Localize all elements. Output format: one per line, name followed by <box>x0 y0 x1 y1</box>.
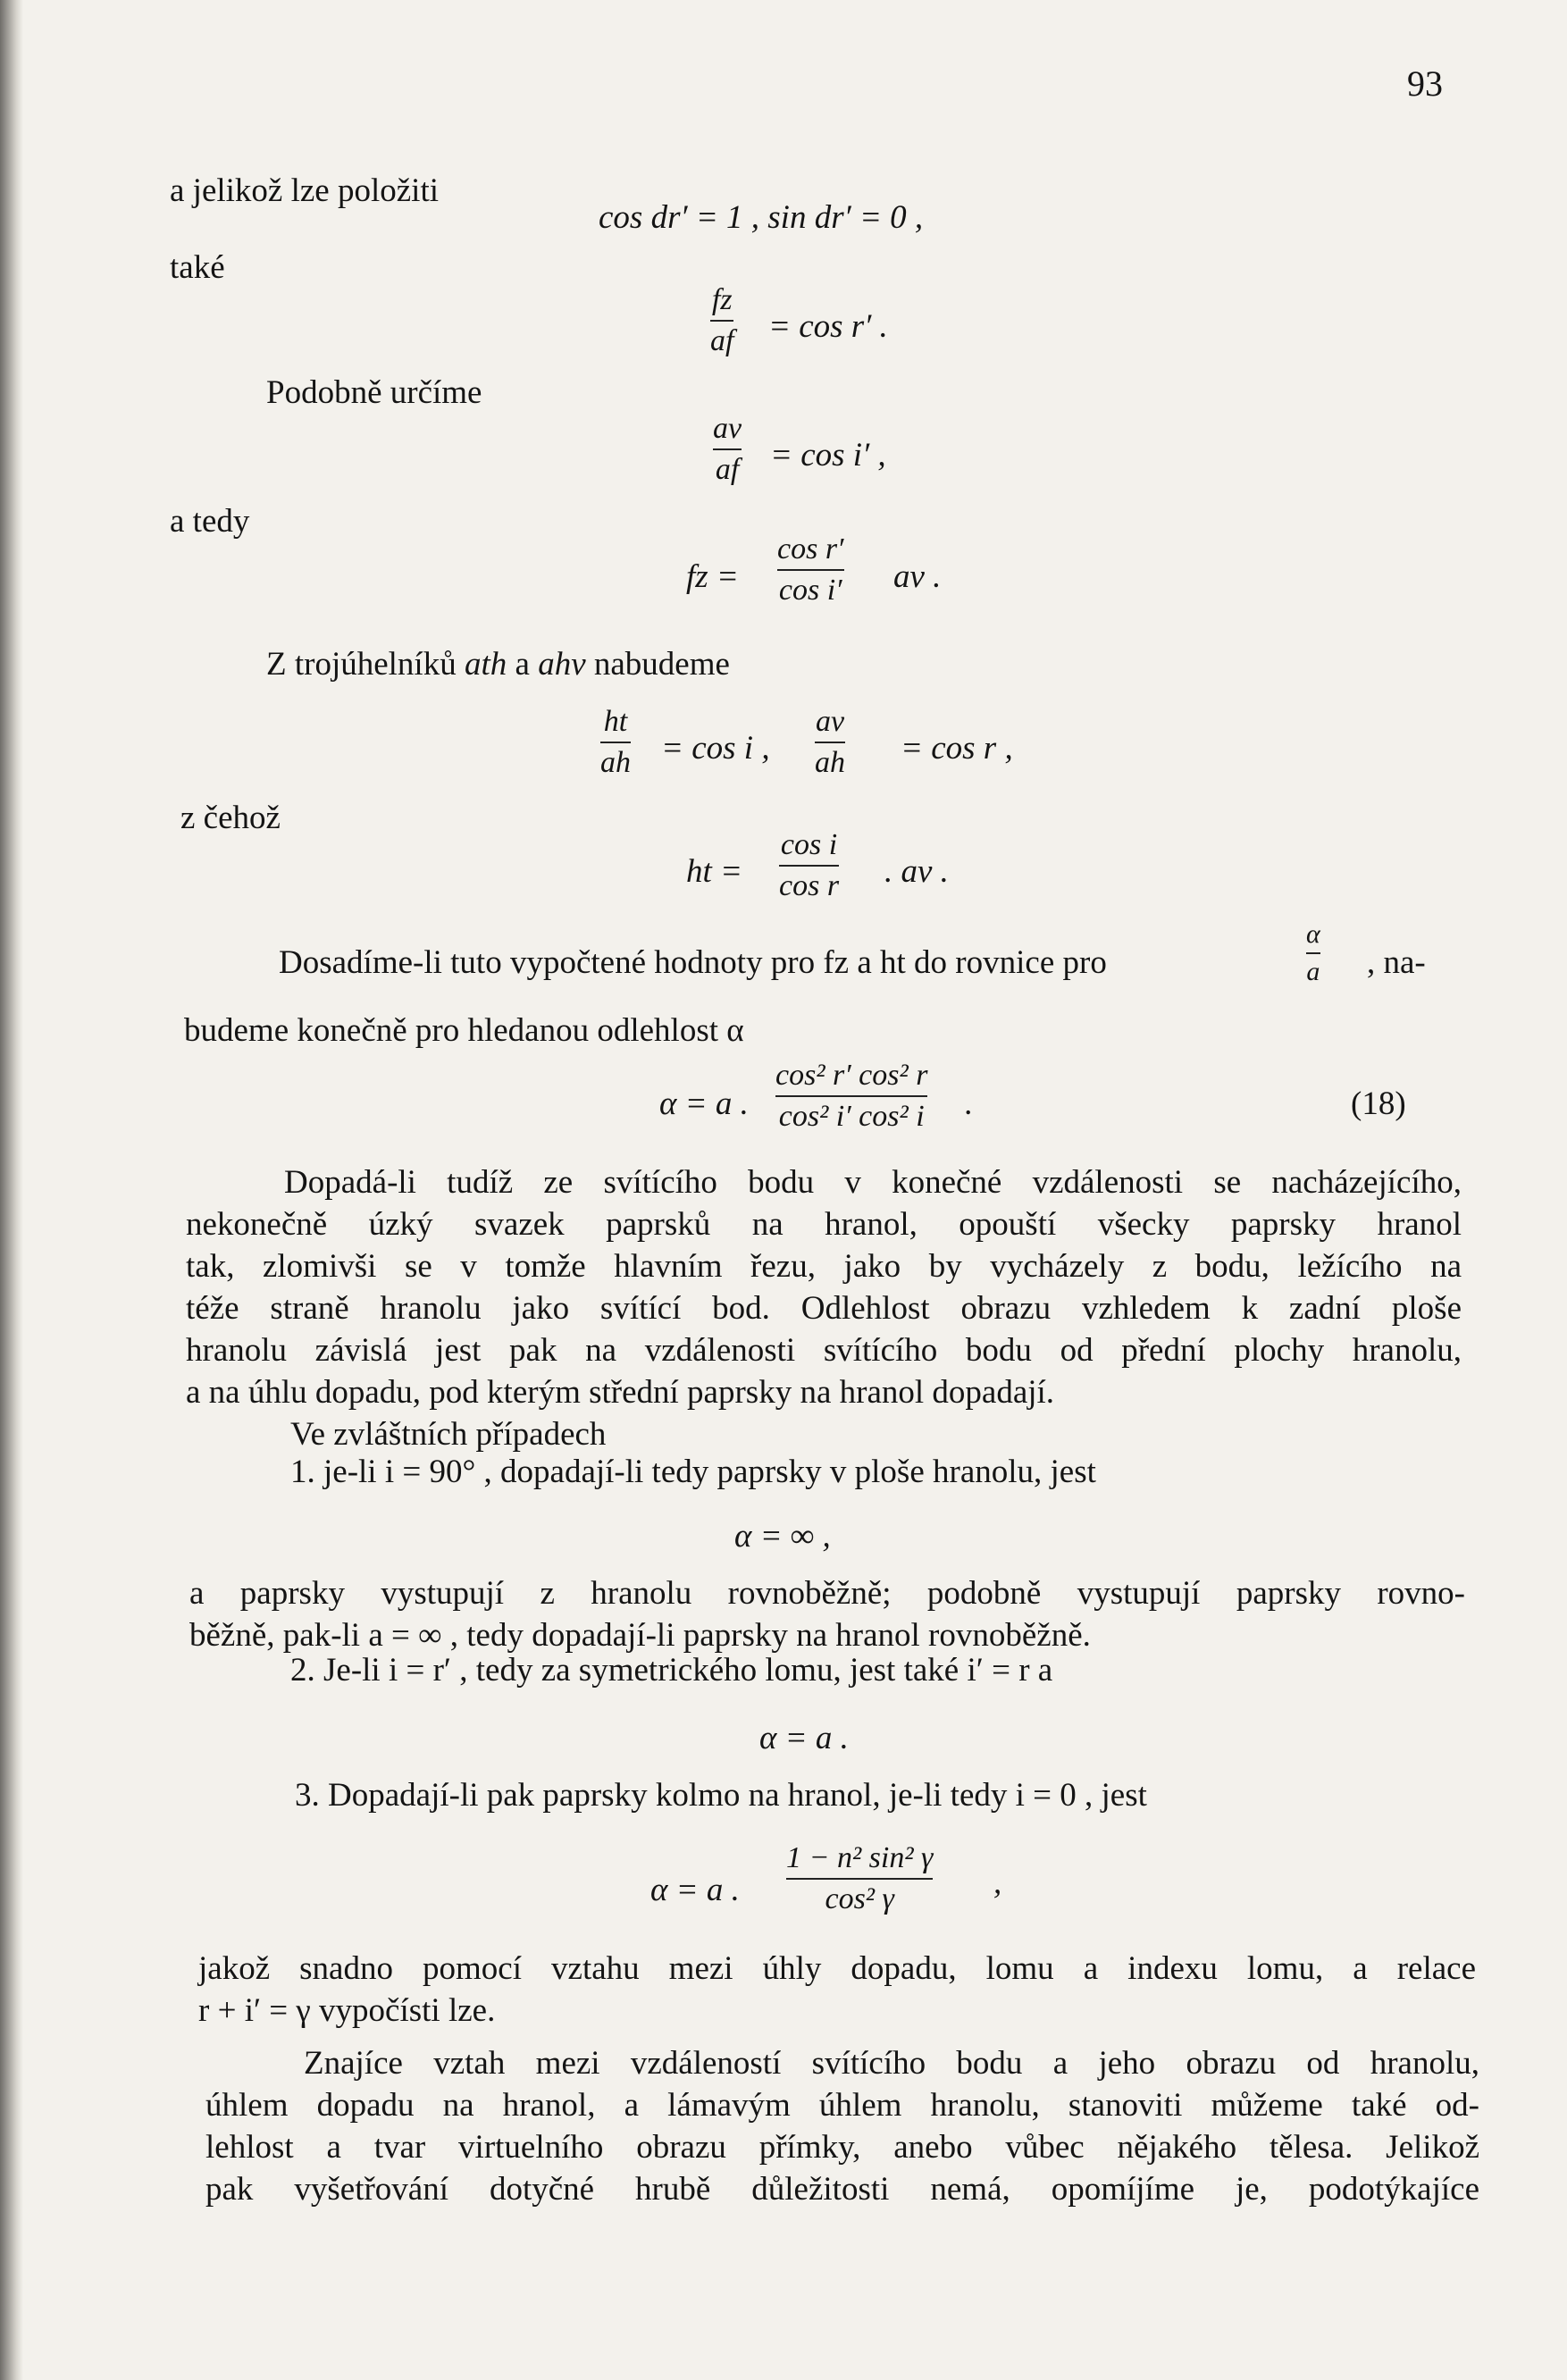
numerator: α <box>1306 919 1320 949</box>
numerator: cos r′ <box>777 532 844 566</box>
intro-and: a <box>515 646 530 683</box>
triangles-intro <box>266 645 730 683</box>
text-line: nekonečně úzký svazek paprsků na hranol, opouští všecky paprsky hranol <box>186 1206 1462 1243</box>
also-text: také <box>170 249 225 286</box>
text-line: Dopadá-li tudíž ze svítícího bodu v konečné vzdálenosti se nacházejícího, <box>284 1164 1462 1201</box>
text-line: lehlost a tvar virtuelního obrazu přímky, anebo vůbec nějakého tělesa. Jelikož <box>205 2129 1479 2166</box>
result-intro: budeme konečně pro hledanou odlehlost α <box>184 1012 744 1049</box>
denominator: cos i′ <box>778 573 842 607</box>
paragraph-3 <box>205 2042 1479 2210</box>
numerator: cos i <box>780 828 838 861</box>
text-line: pak vyšetřování dotyčné hrubě důležitosti nemá, opomíjíme je, podotýkajíce <box>205 2171 1479 2208</box>
fraction-bar <box>786 1878 933 1880</box>
text-line: Znajíce vztah mezi vzdáleností svítícího bodu a jeho obrazu od hranolu, <box>304 2045 1479 2082</box>
numerator: fz <box>711 283 733 316</box>
whence-text: z čehož <box>180 800 281 836</box>
denominator: cos² i′ cos² i <box>778 1099 925 1133</box>
equation-lhs: α = a . <box>659 1085 749 1122</box>
text-line: jakož snadno pomocí vztahu mezi úhly dopadu, lomu a indexu lomu, a relace <box>198 1950 1476 1987</box>
formula-rhs: = cos i , <box>661 730 770 767</box>
text-line: běžně, pak-li a = ∞ , tedy dopadají-li paprsky na hranol rovnoběžně. <box>189 1617 1091 1654</box>
similarly-text: Podobně určíme <box>266 374 482 411</box>
denominator: a <box>1306 956 1320 986</box>
scan-edge-shadow <box>0 0 23 2380</box>
case-3-lhs: α = a . <box>650 1872 740 1908</box>
denominator: cos² γ <box>825 1881 894 1915</box>
fraction-bar <box>777 569 844 571</box>
fraction-bar <box>1306 952 1320 954</box>
formula-rhs: = cos i′ , <box>770 437 886 473</box>
text-line: r + i′ = γ vypočísti lze. <box>198 1992 496 2029</box>
fraction-av-ah <box>815 706 845 778</box>
denominator: ah <box>600 745 631 779</box>
formula-rhs: = cos r , <box>901 730 1013 767</box>
fraction-bar <box>779 865 839 867</box>
case-1-formula: α = ∞ , <box>734 1518 831 1555</box>
fraction-ht-ah <box>600 706 631 778</box>
triangle-ahv: ahv <box>538 646 586 683</box>
paragraph-1 <box>186 1161 1462 1413</box>
fraction-cosi-cosr <box>779 829 839 901</box>
formula-cos-sin: cos dr′ = 1 , sin dr′ = 0 , <box>599 199 924 236</box>
cases-intro: Ve zvláštních případech <box>290 1416 607 1453</box>
thus-text: a tedy <box>170 503 250 540</box>
fraction-bar <box>815 742 845 743</box>
fraction-av-af <box>713 413 742 485</box>
equation-number: (18) <box>1351 1085 1406 1122</box>
numerator: av <box>815 705 845 738</box>
numerator: 1 − n² sin² γ <box>786 1841 934 1874</box>
formula-lhs: ht = <box>686 853 742 890</box>
fraction-case-3 <box>786 1842 933 1915</box>
text-line: téže straně hranolu jako svítící bod. Odlehlost obrazu vzhledem k zadní ploše <box>186 1290 1462 1327</box>
fraction-bar <box>600 742 631 743</box>
case-1-explanation <box>189 1572 1465 1656</box>
lead-text: a jelikož lze položiti <box>170 172 440 209</box>
case-3: 3. Dopadají-li pak paprsky kolmo na hranol, je-li tedy i = 0 , jest <box>295 1777 1147 1814</box>
denominator: af <box>710 323 734 357</box>
paragraph-2 <box>198 1948 1476 2032</box>
text-line: a paprsky vystupují z hranolu rovnoběžně; podobně vystupují paprsky rovno- <box>189 1575 1465 1612</box>
denominator: cos r <box>779 868 840 902</box>
case-2: 2. Je-li i = r′ , tedy za symetrického lomu, jest také i′ = r a <box>290 1652 1053 1689</box>
fraction-bar <box>713 448 742 450</box>
formula-lhs: fz = <box>686 558 739 595</box>
denominator: af <box>715 452 740 486</box>
formula-rhs: . av . <box>884 853 949 890</box>
text-line: tak, zlomivši se v tomže hlavním řezu, jako by vycházely z bodu, ležícího na <box>186 1248 1462 1285</box>
text-line: a na úhlu dopadu, pod kterým střední paprsky na hranol dopadají. <box>186 1374 1055 1411</box>
triangle-ath: ath <box>464 646 507 683</box>
fraction-alpha-a <box>1306 920 1320 985</box>
equation-dot: . <box>965 1085 974 1122</box>
hyphenated-end: , na- <box>1367 944 1426 981</box>
fraction-bar <box>775 1095 927 1097</box>
page-number: 93 <box>1407 63 1443 104</box>
intro-end: nabudeme <box>593 646 730 683</box>
text-line: hranolu závislá jest pak na vzdálenosti svítícího bodu od přední plochy hranolu, <box>186 1332 1462 1369</box>
numerator: cos² r′ cos² r <box>775 1059 928 1092</box>
text-line: úhlem dopadu na hranol, a lámavým úhlem hranolu, stanoviti můžeme také od- <box>205 2087 1479 2124</box>
numerator: av <box>713 412 742 445</box>
substitution-line: Dosadíme-li tuto vypočtené hodnoty pro fz a ht do rovnice pro <box>279 944 1107 981</box>
numerator: ht <box>603 705 628 738</box>
case-2-formula: α = a . <box>759 1720 849 1756</box>
formula-rhs: av . <box>893 558 942 595</box>
fraction-fz-af <box>710 284 733 356</box>
formula-rhs: = cos r′ . <box>768 308 888 345</box>
fraction-main <box>775 1060 927 1132</box>
denominator: ah <box>815 745 845 779</box>
case-3-rhs: , <box>993 1865 1002 1901</box>
intro-text: Z trojúhelníků <box>266 646 457 683</box>
fraction-cosr-cosi <box>777 533 844 606</box>
case-1: 1. je-li i = 90° , dopadají-li tedy paprsky v ploše hranolu, jest <box>290 1454 1096 1490</box>
fraction-bar <box>710 320 733 322</box>
